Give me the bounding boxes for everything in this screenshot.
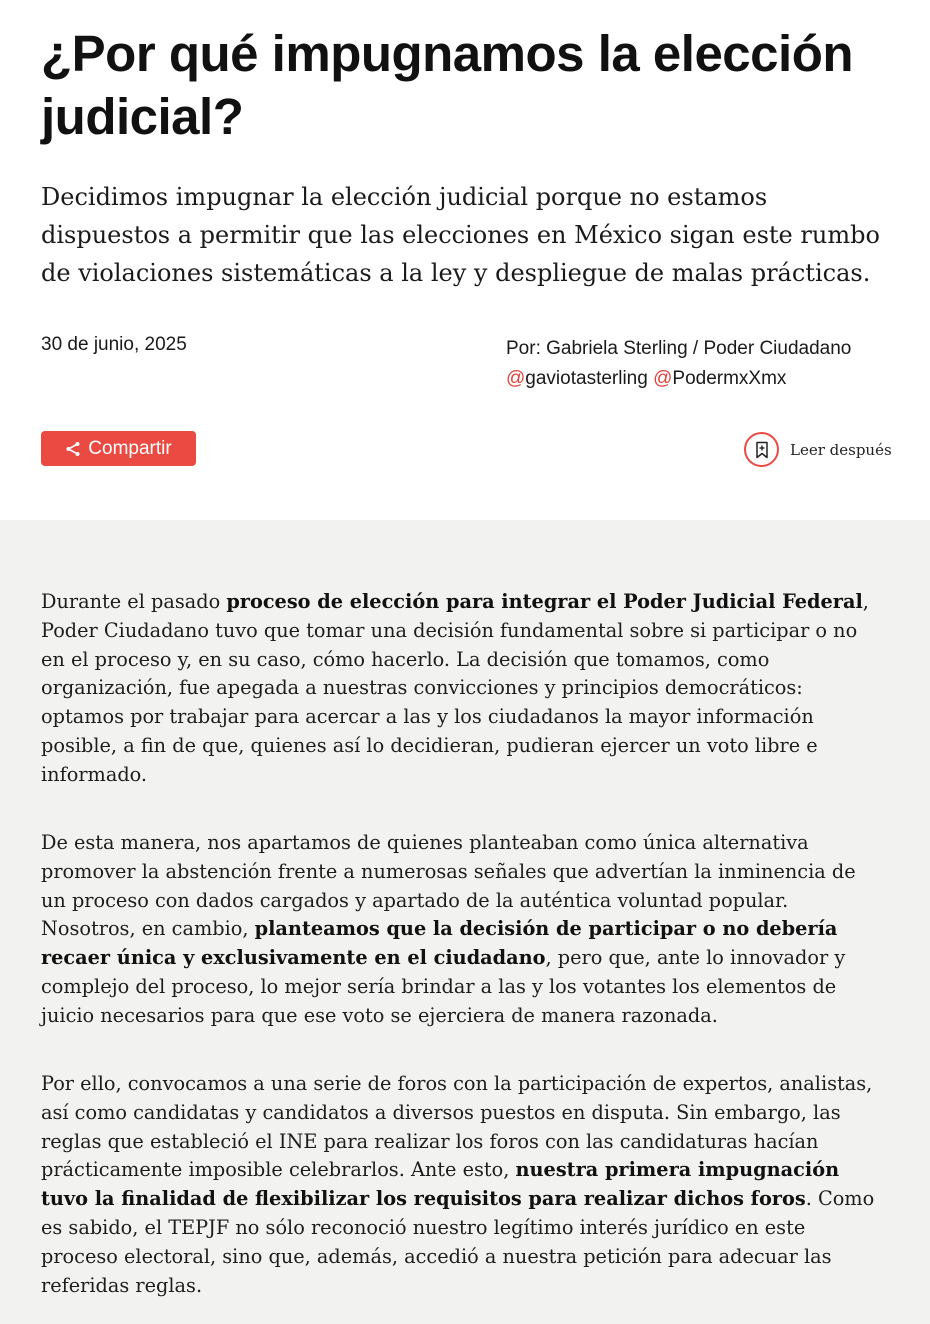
read-later-button[interactable] bbox=[744, 432, 892, 467]
article-date: 30 de junio, 2025 bbox=[41, 334, 187, 355]
handle-name: gaviotasterling bbox=[525, 368, 648, 389]
article-body bbox=[0, 520, 930, 1324]
paragraph-text: Por ello, convocamos a una serie de foros con la participación de expertos, analistas, así como candidatas y candidatos a diversos puestos en disputa. Sin embargo, las reglas que estableció el INE para realizar los foros con las candidaturas hacían prácticamente imposible celebrarlos. Ante esto, bbox=[41, 1072, 873, 1182]
article-dek: Decidimos impugnar la elección judicial porque no estamos dispuestos a permitir que las elecciones en México sigan este rumbo de violaciones sistemáticas a la ley y despliegue de malas prácticas. bbox=[41, 183, 880, 287]
article-header bbox=[0, 0, 930, 520]
author-handles bbox=[506, 364, 896, 394]
paragraph-bold: planteamos que la decisión de participar o no debería recaer única y exclusivamente en el ciudadano bbox=[41, 917, 838, 970]
read-later-label: Leer después bbox=[790, 440, 892, 459]
paragraph-text: De esta manera, nos apartamos de quienes planteaban como única alternativa promover la abstención frente a numerosas señales que advertían la inminencia de un proceso con dados cargados y apartado de la auténtica voluntad popular. Nosotros, en cambio, bbox=[41, 831, 856, 941]
article-title: ¿Por qué impugnamos la elección judicial? bbox=[41, 25, 854, 145]
share-label: Compartir bbox=[88, 437, 172, 459]
paragraph bbox=[41, 1070, 886, 1300]
share-button[interactable] bbox=[41, 431, 196, 466]
handle-name: PodermxXmx bbox=[672, 368, 787, 389]
paragraph bbox=[41, 829, 886, 1031]
share-icon bbox=[65, 441, 81, 457]
paragraph-text: Durante el pasado bbox=[41, 590, 227, 613]
paragraph-text: . Como es sabido, el TEPJF no sólo reconoció nuestro legítimo interés jurídico en este proceso electoral, sino que, además, accedió a nuestra petición para adecuar las referidas reglas. bbox=[41, 1187, 875, 1297]
paragraph-text: , Poder Ciudadano tuvo que tomar una decisión fundamental sobre si participar o no en el proceso y, en su caso, cómo hacerlo. La decisión que tomamos, como organización, fue apegada a nuestras convicciones y principios democráticos: optamos por trabajar para acercar a las y los ciudadanos la mayor información posible, a fin de que, quienes así lo decidieran, pudieran ejercer un voto libre e informado. bbox=[41, 590, 869, 786]
article-byline bbox=[506, 334, 896, 394]
at-sign: @ bbox=[506, 368, 526, 389]
paragraph-bold: nuestra primera impugnación tuvo la finalidad de flexibilizar los requisitos para realizar dichos foros bbox=[41, 1158, 840, 1211]
author-line: Por: Gabriela Sterling / Poder Ciudadano bbox=[506, 338, 852, 359]
at-sign: @ bbox=[653, 368, 673, 389]
handle-podermxxmx[interactable] bbox=[653, 368, 786, 389]
bookmark-icon bbox=[744, 432, 779, 467]
paragraph-text: , pero que, ante lo innovador y complejo del proceso, lo mejor sería brindar a las y los votantes los elementos de juicio necesarios para que ese voto se ejerciera de manera razonada. bbox=[41, 946, 846, 1027]
paragraph-bold: proceso de elección para integrar el Poder Judicial Federal bbox=[226, 590, 863, 613]
handle-gaviotasterling[interactable] bbox=[506, 368, 648, 389]
paragraph bbox=[41, 588, 886, 790]
